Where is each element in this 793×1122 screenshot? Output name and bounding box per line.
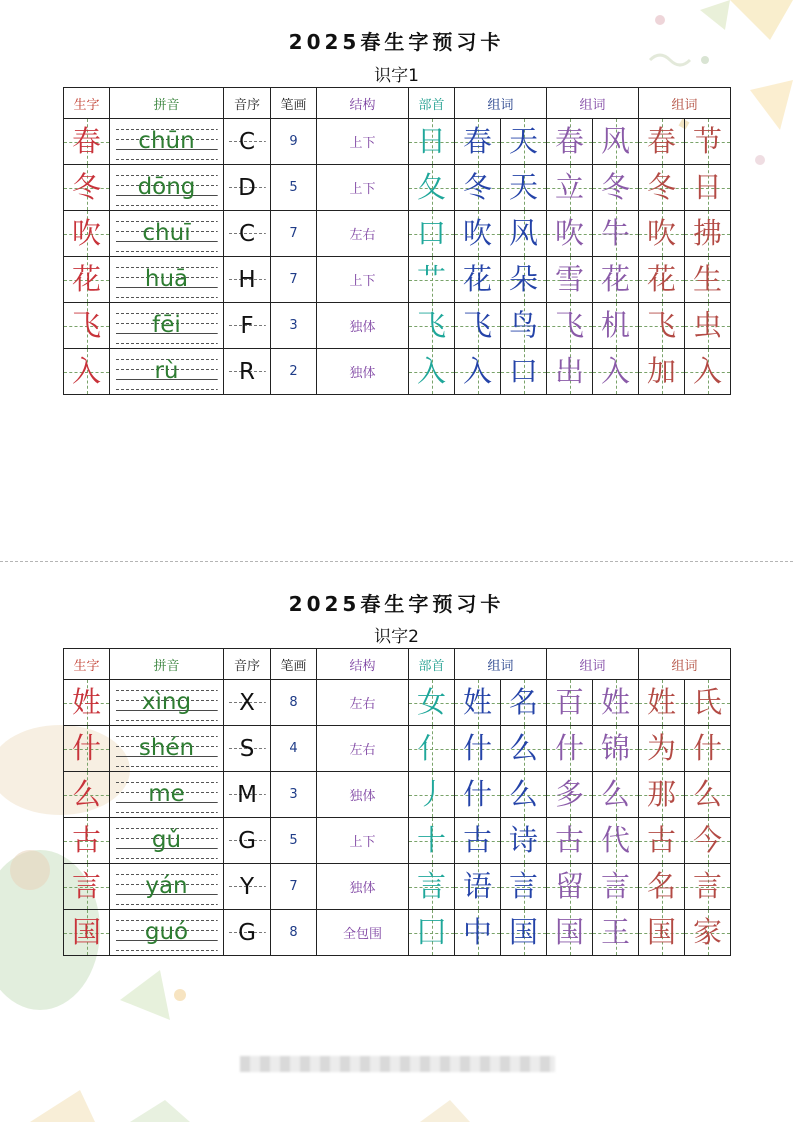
- new-character: 什: [71, 731, 101, 765]
- structure: 上下: [317, 818, 409, 864]
- column-header: 组词: [639, 649, 731, 680]
- word-character: 生: [692, 262, 722, 296]
- stroke-count: 8: [271, 910, 317, 956]
- initial-letter: G: [224, 818, 271, 864]
- stroke-count: 2: [271, 349, 317, 395]
- table-row: [64, 119, 731, 165]
- radical: 日: [416, 124, 446, 158]
- word-character: 古: [646, 823, 676, 857]
- word-character-cell: [501, 726, 547, 772]
- table-row: [64, 818, 731, 864]
- initial-letter: F: [224, 303, 271, 349]
- word-character-cell: [455, 165, 501, 211]
- word-character: 风: [508, 216, 538, 250]
- word-character-cell: [639, 211, 685, 257]
- word-character-cell: [455, 818, 501, 864]
- new-character-cell: [64, 165, 110, 211]
- word-character: 古: [554, 823, 584, 857]
- word-character: 加: [646, 354, 676, 388]
- column-header: 拼音: [110, 649, 224, 680]
- word-character: 花: [600, 262, 630, 296]
- word-character-cell: [547, 726, 593, 772]
- word-character-cell: [593, 165, 639, 211]
- initial-letter: R: [224, 349, 271, 395]
- word-character: 诗: [508, 823, 538, 857]
- stroke-count: 4: [271, 726, 317, 772]
- word-character-cell: [547, 165, 593, 211]
- structure: 上下: [317, 257, 409, 303]
- word-character: 什: [462, 777, 492, 811]
- radical-cell: [409, 257, 455, 303]
- pinyin-cell: [110, 864, 224, 910]
- word-character: 国: [646, 915, 676, 949]
- word-character: 机: [600, 308, 630, 342]
- structure: 上下: [317, 119, 409, 165]
- word-character-cell: [593, 257, 639, 303]
- word-character: 春: [462, 124, 492, 158]
- word-character: 春: [646, 124, 676, 158]
- word-character-cell: [593, 303, 639, 349]
- new-character: 冬: [71, 170, 101, 204]
- table-header-row: [64, 649, 731, 680]
- radical-cell: [409, 864, 455, 910]
- initial-letter: M: [224, 772, 271, 818]
- word-character: 代: [600, 823, 630, 857]
- word-character: 入: [462, 354, 492, 388]
- new-character: 花: [71, 262, 101, 296]
- word-character-cell: [455, 211, 501, 257]
- card-1-character-table: [63, 87, 731, 395]
- column-header: 音序: [224, 649, 271, 680]
- new-character: 国: [71, 915, 101, 949]
- pinyin: rù: [154, 358, 179, 384]
- radical-cell: [409, 680, 455, 726]
- word-character-cell: [685, 680, 731, 726]
- word-character-cell: [639, 772, 685, 818]
- word-character: 国: [508, 915, 538, 949]
- word-character: 氏: [692, 685, 722, 719]
- word-character-cell: [685, 211, 731, 257]
- word-character-cell: [547, 257, 593, 303]
- radical: 夂: [416, 170, 446, 204]
- word-character: 么: [508, 731, 538, 765]
- table-header-row: [64, 88, 731, 119]
- table-row: [64, 726, 731, 772]
- table-row: [64, 165, 731, 211]
- word-character: 言: [508, 869, 538, 903]
- word-character-cell: [547, 864, 593, 910]
- pinyin-cell: [110, 257, 224, 303]
- word-character-cell: [501, 910, 547, 956]
- word-character: 家: [692, 915, 722, 949]
- pinyin: me: [148, 781, 185, 807]
- word-character: 鸟: [508, 308, 538, 342]
- word-character-cell: [455, 772, 501, 818]
- word-character: 么: [508, 777, 538, 811]
- pinyin: fēi: [152, 312, 181, 338]
- new-character-cell: [64, 349, 110, 395]
- word-character-cell: [639, 165, 685, 211]
- new-character-cell: [64, 864, 110, 910]
- new-character-cell: [64, 211, 110, 257]
- word-character: 口: [508, 354, 538, 388]
- word-character: 天: [508, 170, 538, 204]
- word-character-cell: [547, 818, 593, 864]
- word-character-cell: [547, 680, 593, 726]
- word-character-cell: [639, 680, 685, 726]
- word-character: 古: [462, 823, 492, 857]
- radical: 言: [416, 869, 446, 903]
- column-header: 结构: [317, 88, 409, 119]
- word-character: 名: [508, 685, 538, 719]
- word-character: 出: [554, 354, 584, 388]
- word-character: 吹: [646, 216, 676, 250]
- word-character: 么: [692, 777, 722, 811]
- word-character: 冬: [462, 170, 492, 204]
- word-character: 冬: [646, 170, 676, 204]
- card-1-title: 2025春生字预习卡: [288, 30, 505, 54]
- word-character: 风: [600, 124, 630, 158]
- pinyin-cell: [110, 165, 224, 211]
- pinyin-cell: [110, 910, 224, 956]
- word-character-cell: [501, 119, 547, 165]
- radical-cell: [409, 910, 455, 956]
- pinyin-cell: [110, 303, 224, 349]
- stroke-count: 9: [271, 119, 317, 165]
- structure: 上下: [317, 165, 409, 211]
- word-character-cell: [685, 349, 731, 395]
- structure: 独体: [317, 772, 409, 818]
- structure: 独体: [317, 303, 409, 349]
- radical: 丿: [416, 777, 446, 811]
- word-character-cell: [455, 119, 501, 165]
- new-character: 飞: [71, 308, 101, 342]
- word-character: 姓: [600, 685, 630, 719]
- word-character: 立: [554, 170, 584, 204]
- card-2-subtitle: 识字2: [374, 627, 419, 647]
- radical: 女: [416, 685, 446, 719]
- initial-letter: G: [224, 910, 271, 956]
- word-character: 拂: [692, 216, 722, 250]
- radical-cell: [409, 726, 455, 772]
- word-character-cell: [593, 772, 639, 818]
- initial-letter: Y: [224, 864, 271, 910]
- initial-letter: C: [224, 211, 271, 257]
- word-character: 吹: [554, 216, 584, 250]
- pinyin-cell: [110, 349, 224, 395]
- column-header: 拼音: [110, 88, 224, 119]
- column-header: 结构: [317, 649, 409, 680]
- new-character-cell: [64, 119, 110, 165]
- new-character-cell: [64, 257, 110, 303]
- column-header: 音序: [224, 88, 271, 119]
- word-character-cell: [593, 211, 639, 257]
- word-character: 入: [600, 354, 630, 388]
- new-character: 么: [71, 777, 101, 811]
- word-character: 飞: [462, 308, 492, 342]
- pinyin: huā: [144, 266, 189, 292]
- pinyin: yán: [145, 873, 188, 899]
- table-row: [64, 772, 731, 818]
- radical: 亻: [416, 731, 446, 765]
- radical-cell: [409, 772, 455, 818]
- radical: 囗: [416, 915, 446, 949]
- table-row: [64, 680, 731, 726]
- table-row: [64, 303, 731, 349]
- word-character: 什: [692, 731, 722, 765]
- word-character-cell: [501, 349, 547, 395]
- table-row: [64, 910, 731, 956]
- word-character-cell: [639, 726, 685, 772]
- column-header: 组词: [455, 88, 547, 119]
- word-character-cell: [685, 818, 731, 864]
- structure: 独体: [317, 349, 409, 395]
- word-character-cell: [639, 910, 685, 956]
- word-character: 言: [692, 869, 722, 903]
- pinyin-cell: [110, 726, 224, 772]
- word-character: 锦: [600, 731, 630, 765]
- word-character-cell: [547, 772, 593, 818]
- radical: 艹: [416, 262, 446, 296]
- pinyin: dōng: [137, 174, 196, 200]
- pinyin: guó: [144, 919, 189, 945]
- word-character: 虫: [692, 308, 722, 342]
- new-character: 言: [71, 869, 101, 903]
- new-character: 古: [71, 823, 101, 857]
- word-character-cell: [685, 303, 731, 349]
- word-character: 吹: [462, 216, 492, 250]
- table-row: [64, 257, 731, 303]
- pinyin: xìng: [141, 689, 192, 715]
- initial-letter: X: [224, 680, 271, 726]
- word-character: 那: [646, 777, 676, 811]
- word-character-cell: [593, 726, 639, 772]
- word-character: 语: [462, 869, 492, 903]
- word-character-cell: [547, 119, 593, 165]
- word-character-cell: [639, 257, 685, 303]
- word-character-cell: [501, 257, 547, 303]
- word-character: 冬: [600, 170, 630, 204]
- structure: 全包围: [317, 910, 409, 956]
- pinyin-cell: [110, 119, 224, 165]
- word-character-cell: [455, 349, 501, 395]
- pinyin-cell: [110, 680, 224, 726]
- pinyin-cell: [110, 211, 224, 257]
- word-character-cell: [501, 772, 547, 818]
- word-character-cell: [685, 119, 731, 165]
- word-character-cell: [685, 726, 731, 772]
- word-character: 花: [462, 262, 492, 296]
- initial-letter: D: [224, 165, 271, 211]
- word-character: 朵: [508, 262, 538, 296]
- word-character: 名: [646, 869, 676, 903]
- word-character-cell: [639, 864, 685, 910]
- column-header: 组词: [455, 649, 547, 680]
- word-character-cell: [455, 726, 501, 772]
- word-character-cell: [593, 910, 639, 956]
- word-character: 言: [600, 869, 630, 903]
- column-header: 组词: [547, 88, 639, 119]
- table-row: [64, 349, 731, 395]
- word-character: 日: [692, 170, 722, 204]
- stroke-count: 7: [271, 257, 317, 303]
- word-character-cell: [547, 910, 593, 956]
- word-character-cell: [593, 119, 639, 165]
- stroke-count: 7: [271, 864, 317, 910]
- word-character: 飞: [554, 308, 584, 342]
- word-character: 王: [600, 915, 630, 949]
- stroke-count: 5: [271, 818, 317, 864]
- word-character: 今: [692, 823, 722, 857]
- card-1-subtitle: 识字1: [374, 66, 419, 86]
- column-header: 组词: [639, 88, 731, 119]
- word-character-cell: [501, 818, 547, 864]
- word-character: 姓: [462, 685, 492, 719]
- word-character-cell: [639, 349, 685, 395]
- word-character-cell: [639, 119, 685, 165]
- radical-cell: [409, 349, 455, 395]
- word-character-cell: [593, 680, 639, 726]
- new-character: 姓: [71, 685, 101, 719]
- column-header: 部首: [409, 88, 455, 119]
- column-header: 部首: [409, 649, 455, 680]
- word-character-cell: [501, 864, 547, 910]
- column-header: 组词: [547, 649, 639, 680]
- word-character: 国: [554, 915, 584, 949]
- word-character-cell: [455, 303, 501, 349]
- word-character: 为: [646, 731, 676, 765]
- radical-cell: [409, 119, 455, 165]
- word-character-cell: [547, 211, 593, 257]
- card-2-title: 2025春生字预习卡: [288, 592, 505, 616]
- word-character-cell: [685, 864, 731, 910]
- initial-letter: H: [224, 257, 271, 303]
- word-character-cell: [685, 257, 731, 303]
- word-character: 么: [600, 777, 630, 811]
- word-character-cell: [501, 680, 547, 726]
- new-character: 入: [71, 354, 101, 388]
- word-character-cell: [593, 864, 639, 910]
- new-character-cell: [64, 772, 110, 818]
- new-character-cell: [64, 910, 110, 956]
- stroke-count: 3: [271, 303, 317, 349]
- new-character-cell: [64, 303, 110, 349]
- word-character-cell: [593, 349, 639, 395]
- word-character: 雪: [554, 262, 584, 296]
- word-character-cell: [501, 211, 547, 257]
- pinyin: chuī: [142, 220, 191, 246]
- pinyin-cell: [110, 772, 224, 818]
- radical-cell: [409, 818, 455, 864]
- table-row: [64, 211, 731, 257]
- word-character: 飞: [646, 308, 676, 342]
- word-character: 百: [554, 685, 584, 719]
- new-character: 吹: [71, 216, 101, 250]
- radical-cell: [409, 211, 455, 257]
- radical: 飞: [416, 308, 446, 342]
- word-character-cell: [593, 818, 639, 864]
- card-2-character-table: [63, 648, 731, 956]
- word-character-cell: [455, 257, 501, 303]
- new-character-cell: [64, 680, 110, 726]
- pinyin: shén: [138, 735, 195, 761]
- word-character: 姓: [646, 685, 676, 719]
- new-character-cell: [64, 726, 110, 772]
- radical: 十: [416, 823, 446, 857]
- structure: 左右: [317, 726, 409, 772]
- column-header: 生字: [64, 88, 110, 119]
- table-row: [64, 864, 731, 910]
- word-character-cell: [685, 910, 731, 956]
- word-character-cell: [501, 165, 547, 211]
- radical: 口: [416, 216, 446, 250]
- word-character-cell: [455, 680, 501, 726]
- new-character-cell: [64, 818, 110, 864]
- word-character-cell: [639, 303, 685, 349]
- structure: 独体: [317, 864, 409, 910]
- word-character: 什: [462, 731, 492, 765]
- word-character: 节: [692, 124, 722, 158]
- word-character-cell: [547, 349, 593, 395]
- pinyin: chūn: [138, 128, 195, 154]
- new-character: 春: [71, 124, 101, 158]
- initial-letter: S: [224, 726, 271, 772]
- word-character: 留: [554, 869, 584, 903]
- stroke-count: 5: [271, 165, 317, 211]
- page-divider: [0, 561, 793, 562]
- word-character: 中: [462, 915, 492, 949]
- stroke-count: 3: [271, 772, 317, 818]
- word-character-cell: [455, 910, 501, 956]
- word-character-cell: [455, 864, 501, 910]
- column-header: 生字: [64, 649, 110, 680]
- radical: 入: [416, 354, 446, 388]
- column-header: 笔画: [271, 88, 317, 119]
- word-character-cell: [685, 772, 731, 818]
- structure: 左右: [317, 211, 409, 257]
- word-character-cell: [639, 818, 685, 864]
- structure: 左右: [317, 680, 409, 726]
- radical-cell: [409, 165, 455, 211]
- word-character: 花: [646, 262, 676, 296]
- word-character: 多: [554, 777, 584, 811]
- word-character: 春: [554, 124, 584, 158]
- word-character-cell: [501, 303, 547, 349]
- word-character: 入: [692, 354, 722, 388]
- word-character: 牛: [600, 216, 630, 250]
- blurred-watermark: [240, 1056, 555, 1072]
- radical-cell: [409, 303, 455, 349]
- word-character: 天: [508, 124, 538, 158]
- word-character-cell: [547, 303, 593, 349]
- stroke-count: 8: [271, 680, 317, 726]
- pinyin: gǔ: [151, 827, 182, 853]
- word-character: 什: [554, 731, 584, 765]
- word-character-cell: [685, 165, 731, 211]
- column-header: 笔画: [271, 649, 317, 680]
- initial-letter: C: [224, 119, 271, 165]
- stroke-count: 7: [271, 211, 317, 257]
- pinyin-cell: [110, 818, 224, 864]
